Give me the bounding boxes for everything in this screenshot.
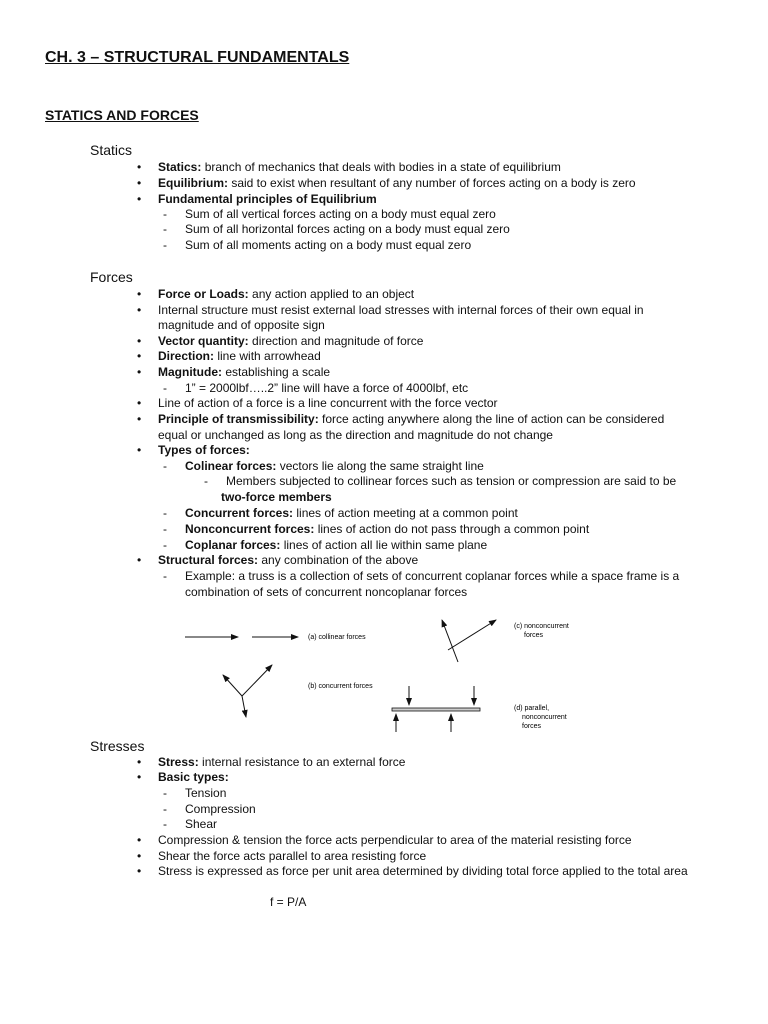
section-heading: STATICS AND FORCES <box>45 107 199 123</box>
sub-list-item: - Example: a truss is a collection of sets of concurrent coplanar forces while a space frame is a <box>185 569 679 584</box>
list-item: • Magnitude: establishing a scale <box>158 365 330 380</box>
list-item: • Statics: branch of mechanics that deals with bodies in a state of equilibrium <box>158 160 561 175</box>
nonconcurrent-arrow <box>442 620 458 662</box>
sub-list-item: - Sum of all moments acting on a body must equal zero <box>185 238 471 253</box>
force-types-figure <box>180 612 580 737</box>
list-item: • Line of action of a force is a line concurrent with the force vector <box>158 396 498 411</box>
figure-label-d3: forces <box>522 723 542 730</box>
sub-sub-list-item: - Members subjected to collinear forces such as tension or compression are said to be <box>226 474 676 489</box>
figure-label-b: (b) concurrent forces <box>308 683 373 690</box>
sub-list-item: - Sum of all vertical forces acting on a body must equal zero <box>185 207 496 222</box>
sub-list-item: - Compression <box>185 802 256 817</box>
sub-list-item: - Colinear forces: vectors lie along the same straight line <box>185 459 484 474</box>
sub-list-item: - Coplanar forces: lines of action all lie within same plane <box>185 538 487 553</box>
forces-heading: Forces <box>90 269 133 285</box>
list-item: • Types of forces: <box>158 443 250 458</box>
list-item: • Structural forces: any combination of the above <box>158 553 418 568</box>
sub-list-continuation: combination of sets of concurrent noncoplanar forces <box>185 585 468 599</box>
list-item: • Force or Loads: any action applied to an object <box>158 287 414 302</box>
list-item: • Internal structure must resist external load stresses with internal forces of their own equal in <box>158 303 644 318</box>
stresses-heading: Stresses <box>90 738 145 754</box>
list-item: • Direction: line with arrowhead <box>158 349 321 364</box>
concurrent-arrow <box>242 696 246 717</box>
formula: f = P/A <box>270 895 307 909</box>
list-item: • Basic types: <box>158 770 229 785</box>
list-item: • Compression & tension the force acts perpendicular to area of the material resisting force <box>158 833 632 848</box>
list-item: • Vector quantity: direction and magnitude of force <box>158 334 423 349</box>
list-item: • Fundamental principles of Equilibrium <box>158 192 377 207</box>
list-item: • Principle of transmissibility: force acting anywhere along the line of action can be considered <box>158 412 664 427</box>
concurrent-arrow <box>223 675 242 696</box>
sub-list-item: - Shear <box>185 817 217 832</box>
list-item: • Stress: internal resistance to an external force <box>158 755 405 770</box>
nonconcurrent-arrow <box>448 620 496 650</box>
figure-label-c1: (c) nonconcurrent <box>514 623 569 630</box>
figure-label-a: (a) collinear forces <box>308 634 366 641</box>
list-item-continuation: equal or unchanged as long as the direction and magnitude do not change <box>158 428 553 442</box>
list-item-continuation: magnitude and of opposite sign <box>158 318 325 332</box>
statics-heading: Statics <box>90 142 133 158</box>
figure-label-d2: nonconcurrent <box>522 714 567 721</box>
page-title: CH. 3 – STRUCTURAL FUNDAMENTALS <box>45 49 350 66</box>
concurrent-arrow <box>242 665 272 696</box>
sub-list-item: - Tension <box>185 786 226 801</box>
sub-list-item: - Nonconcurrent forces: lines of action do not pass through a common point <box>185 522 589 537</box>
figure-label-d1: (d) parallel, <box>514 705 550 712</box>
sub-list-item: - Concurrent forces: lines of action meeting at a common point <box>185 506 518 521</box>
sub-sub-list-continuation: two-force members <box>221 490 332 504</box>
beam <box>392 708 480 711</box>
list-item: • Stress is expressed as force per unit area determined by dividing total force applied to the total area <box>158 864 688 879</box>
list-item: • Equilibrium: said to exist when resultant of any number of forces acting on a body is zero <box>158 176 636 191</box>
sub-list-item: - 1” = 2000lbf…..2” line will have a force of 4000lbf, etc <box>185 381 468 396</box>
list-item: • Shear the force acts parallel to area resisting force <box>158 849 426 864</box>
sub-list-item: - Sum of all horizontal forces acting on a body must equal zero <box>185 222 510 237</box>
figure-label-c2: forces <box>524 632 544 639</box>
